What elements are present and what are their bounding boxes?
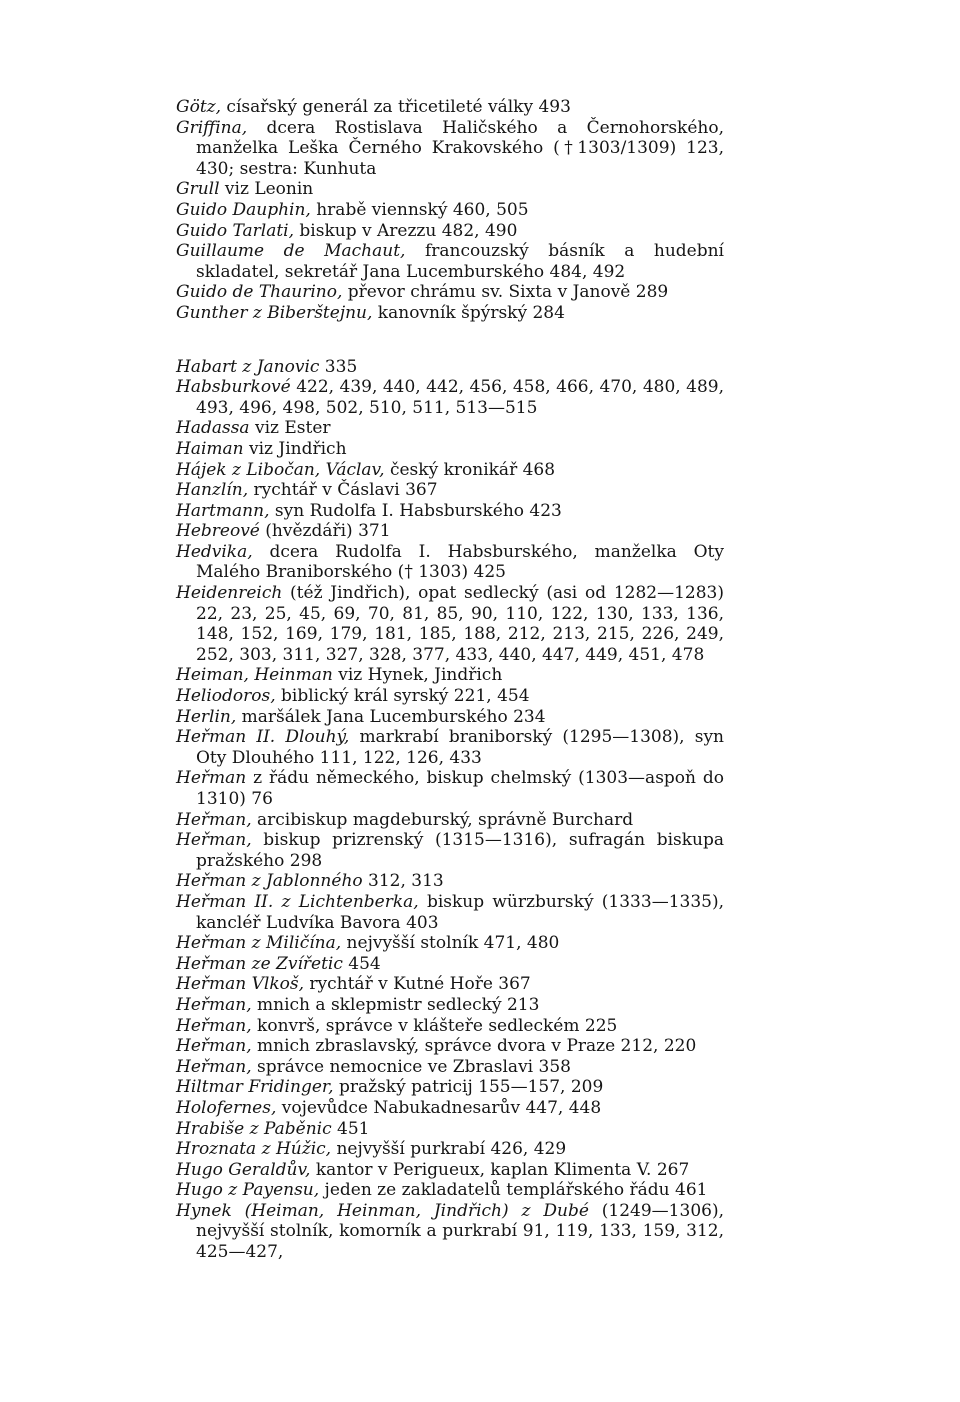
entry-text: hrabě viennský 460, 505: [310, 199, 529, 220]
index-entry: [176, 830, 724, 871]
entry-name: Habsburkové: [176, 377, 291, 398]
entry-name: Hanzlín,: [176, 480, 249, 501]
entry-name: Heidenreich: [176, 583, 283, 604]
entry-name: Heřman,: [176, 830, 252, 851]
entry-name: Heřman,: [176, 1015, 252, 1036]
index-entry: [176, 1160, 724, 1181]
entry-name: Heřman ze Zvířetic: [176, 953, 343, 974]
index-entry: [176, 179, 724, 200]
entry-name: Heřman II. z Lichtenberka,: [176, 891, 419, 912]
entry-name: Hiltmar Fridinger,: [176, 1077, 334, 1098]
entry-name: Hynek (Heiman, Heinman, Jindřich) z Dubé: [176, 1200, 589, 1221]
index-entry: [176, 282, 724, 303]
entry-text: nejvyšší purkrabí 426, 429: [331, 1139, 567, 1160]
entry-name: Hrabiše z Paběnic: [176, 1118, 332, 1139]
entry-name: Heřman,: [176, 1056, 252, 1077]
entry-name: Hugo Geraldův,: [176, 1159, 311, 1180]
entry-text: syn Rudolfa I. Habsburského 423: [269, 500, 562, 521]
index-entry: [176, 501, 724, 522]
index-entry: [176, 768, 724, 809]
index-entry: [176, 303, 724, 324]
entry-text: biblický král syrský 221, 454: [275, 686, 530, 707]
index-entry: [176, 686, 724, 707]
entry-text: dcera Rudolfa I. Habsburského, manželka Oty Malého Braniborského († 1303) 425: [196, 541, 724, 583]
entry-text: jeden ze zakladatelů templářského řádu 461: [319, 1180, 708, 1201]
entry-text: maršálek Jana Lucemburského 234: [236, 706, 546, 727]
entry-text: (hvězdáři) 371: [259, 521, 391, 542]
entry-text: biskup prizrenský (1315—1316), sufragán biskupa pražského 298: [196, 830, 724, 871]
entry-text: 335: [319, 356, 358, 377]
entry-text: mnich zbraslavský, správce dvora v Praze 212, 220: [251, 1036, 697, 1057]
index-entry: [176, 200, 724, 221]
entry-name: Heiman, Heinman: [176, 665, 333, 686]
index-entry: [176, 357, 724, 378]
index-entry: [176, 665, 724, 686]
entry-text: mnich a sklepmistr sedlecký 213: [251, 994, 540, 1015]
index-entry: [176, 1057, 724, 1078]
entry-text: správce nemocnice ve Zbraslavi 358: [251, 1056, 571, 1077]
entry-text: konvrš, správce v klášteře sedleckém 225: [251, 1015, 618, 1036]
entry-text: viz Leonin: [219, 179, 314, 200]
entry-text: rychtář v Čáslavi 367: [248, 480, 438, 501]
section-gap: [176, 324, 724, 357]
entry-name: Götz,: [176, 97, 222, 117]
entry-name: Hartmann,: [176, 500, 270, 521]
entry-name: Habart z Janovic: [176, 356, 320, 377]
entry-text: 451: [331, 1118, 370, 1139]
entry-text: pražský patricij 155—157, 209: [333, 1077, 604, 1098]
entry-name: Heřman,: [176, 809, 252, 830]
entry-name: Heřman,: [176, 1036, 252, 1057]
entry-name: Heřman z Jablonného: [176, 871, 363, 892]
index-entry: [176, 377, 724, 418]
index-entry: [176, 995, 724, 1016]
entry-name: Herlin,: [176, 706, 237, 727]
entry-name: Guillaume de Machaut,: [176, 241, 406, 262]
entry-name: Hebreové: [176, 521, 260, 542]
entry-name: Guido de Thaurino,: [176, 282, 343, 303]
index-entry: [176, 1016, 724, 1037]
entry-text: arcibiskup magdeburský, správně Burchard: [251, 809, 634, 830]
entry-name: Hedvika,: [176, 541, 253, 562]
entry-text: nejvyšší stolník 471, 480: [341, 933, 560, 954]
entry-text: český kronikář 468: [384, 459, 556, 480]
entry-name: Heřman: [176, 768, 247, 789]
index-entry: [176, 1201, 724, 1263]
entry-text: viz Ester: [249, 418, 331, 439]
entry-name: Heliodoros,: [176, 686, 276, 707]
entry-name: Guido Tarlati,: [176, 220, 295, 241]
index-page: [176, 97, 724, 1263]
index-entry: [176, 418, 724, 439]
index-entry: [176, 97, 724, 118]
entry-text: (též Jindřich), opat sedlecký (asi od 1282—1283) 22, 23, 25, 45, 69, 70, 81, 85, 90, 110, 122, 130, 133, 136, 148, 152, 169, 179, 181, 185, 188, 212, 213, 215, 226, 249, 252, 303, 311, 327, 328, 377, 433, 440, 447, 449, 451, 478: [196, 583, 724, 665]
index-entry: [176, 954, 724, 975]
index-entry: [176, 974, 724, 995]
entry-name: Hájek z Libočan, Václav,: [176, 459, 385, 480]
entry-text: (1249—1306), nejvyšší stolník, komorník a purkrabí 91, 119, 133, 159, 312, 425—427,: [196, 1200, 724, 1263]
index-entry: [176, 118, 724, 180]
entry-name: Holofernes,: [176, 1097, 277, 1118]
index-entry: [176, 871, 724, 892]
entry-text: biskup würzburský (1333—1335), kancléř Ludvíka Bavora 403: [196, 891, 724, 933]
entry-text: viz Jindřich: [243, 438, 347, 459]
entry-name: Griffina,: [176, 117, 248, 138]
entry-text: 454: [342, 953, 381, 974]
entry-text: viz Hynek, Jindřich: [332, 665, 503, 686]
entry-text: z řádu německého, biskup chelmský (1303—aspoň do 1310) 76: [196, 768, 724, 809]
entry-text: 422, 439, 440, 442, 456, 458, 466, 470, 480, 489, 493, 496, 498, 502, 510, 511, 513—515: [196, 377, 724, 418]
entry-text: kanovník špýrský 284: [372, 302, 565, 323]
entry-text: rychtář v Kutné Hoře 367: [304, 974, 531, 995]
entry-text: francouzský básník a hudební skladatel, sekretář Jana Lucemburského 484, 492: [196, 241, 724, 282]
entry-text: biskup v Arezzu 482, 490: [294, 220, 518, 241]
index-entry: [176, 583, 724, 665]
entry-name: Heřman,: [176, 994, 252, 1015]
index-entry: [176, 1119, 724, 1140]
entry-name: Heřman z Miličína,: [176, 933, 342, 954]
entry-name: Guido Dauphin,: [176, 199, 311, 220]
entry-text: 312, 313: [362, 871, 444, 892]
entry-text: dcera Rostislava Haličského a Černohorského, manželka Leška Černého Krakovského (†1303/1309) 123, 430; sestra: Kunhuta: [196, 117, 724, 179]
index-entry: [176, 439, 724, 460]
index-entry: [176, 810, 724, 831]
index-entry: [176, 542, 724, 583]
entry-text: markrabí braniborský (1295—1308), syn Oty Dlouhého 111, 122, 126, 433: [196, 727, 724, 768]
index-entry: [176, 933, 724, 954]
index-entry: [176, 241, 724, 282]
index-entry: [176, 707, 724, 728]
entry-text: vojevůdce Nabukadnesarův 447, 448: [276, 1097, 602, 1118]
index-entry: [176, 1098, 724, 1119]
index-entry: [176, 1139, 724, 1160]
entry-name: Hugo z Payensu,: [176, 1180, 320, 1201]
index-section-h: [176, 357, 724, 1263]
entry-name: Haiman: [176, 438, 244, 459]
entry-name: Hroznata z Húžic,: [176, 1139, 332, 1160]
index-entry: [176, 1180, 724, 1201]
entry-text: převor chrámu sv. Sixta v Janově 289: [342, 282, 669, 303]
index-section-g: [176, 97, 724, 324]
index-entry: [176, 521, 724, 542]
entry-name: Gunther z Biberštejnu,: [176, 302, 373, 323]
entry-name: Heřman II. Dlouhý,: [176, 727, 350, 748]
index-entry: [176, 221, 724, 242]
entry-text: kantor v Perigueux, kaplan Klimenta V. 267: [310, 1159, 690, 1180]
entry-name: Heřman Vlkoš,: [176, 974, 304, 995]
entry-name: Grull: [176, 179, 220, 200]
entry-text: císařský generál za třicetileté války 493: [221, 97, 571, 117]
index-entry: [176, 727, 724, 768]
index-entry: [176, 892, 724, 933]
index-entry: [176, 480, 724, 501]
index-entry: [176, 1036, 724, 1057]
index-entry: [176, 1077, 724, 1098]
index-entry: [176, 460, 724, 481]
entry-name: Hadassa: [176, 418, 250, 439]
